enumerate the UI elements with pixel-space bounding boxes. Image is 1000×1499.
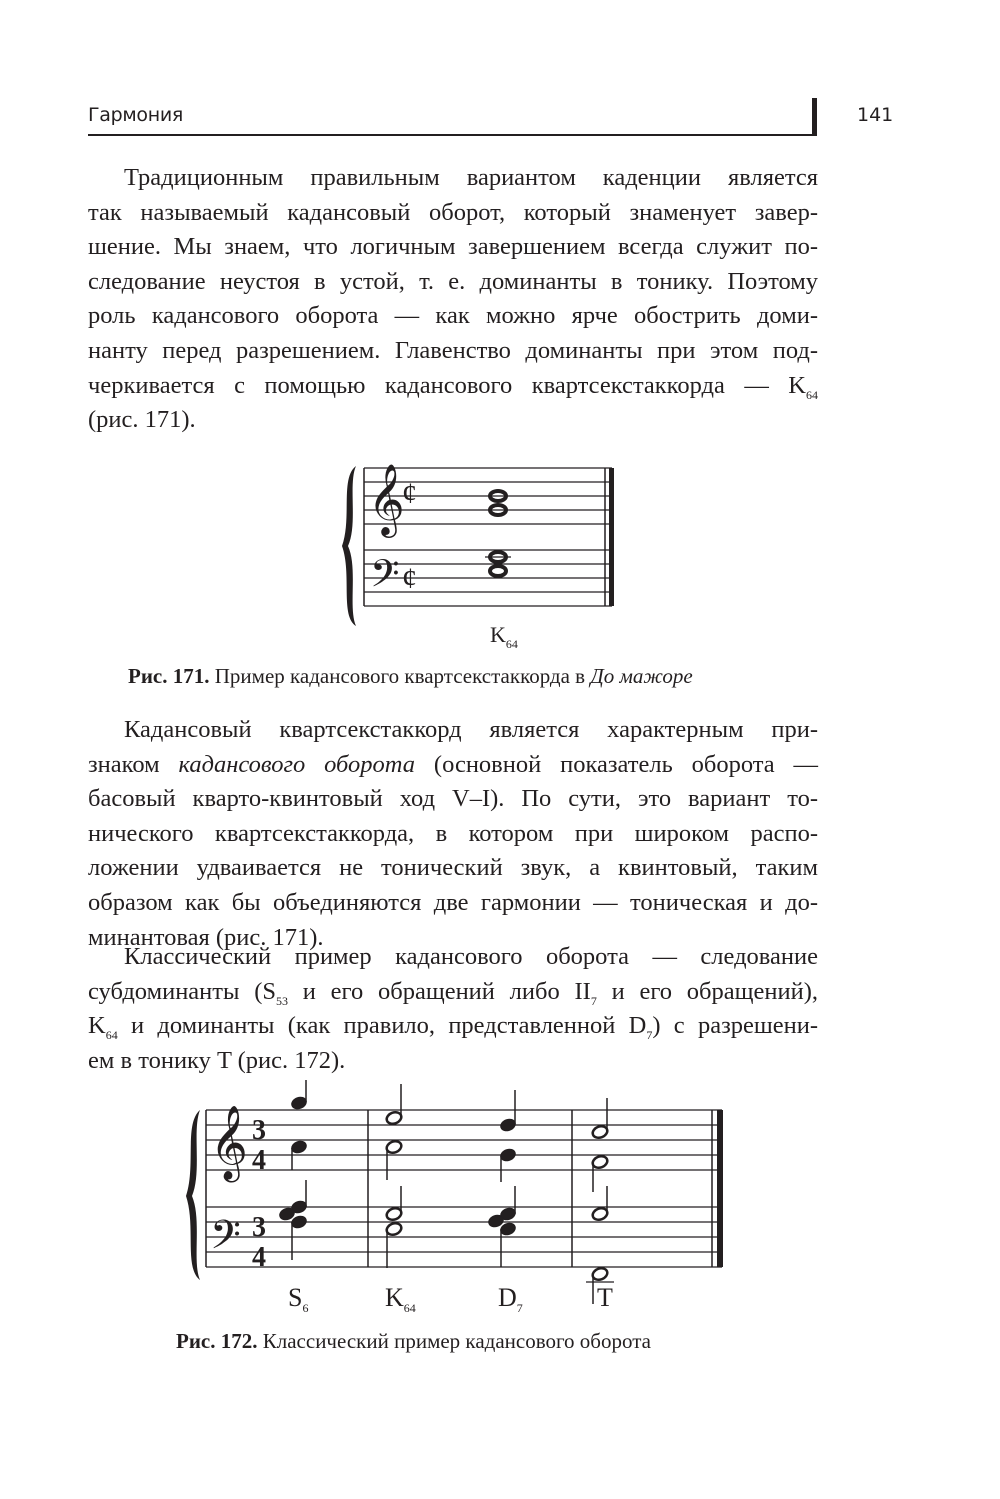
time-signature-bottom: 4 (252, 1145, 266, 1176)
chord-symbol: D (498, 1283, 517, 1312)
text-line: Кадансовый квартсекстаккорд является характерным при- (124, 716, 818, 743)
text-line: роль кадансового оборота — как можно ярче обострить доми- (88, 302, 818, 330)
figure-172-caption (176, 1329, 651, 1354)
paragraph-2 (88, 713, 818, 955)
text-line: шение. Мы знаем, что логичным завершением всегда служит по- (88, 233, 818, 261)
subscript: 7 (590, 993, 597, 1008)
caption-label: Рис. 172. (176, 1329, 258, 1353)
treble-clef-icon: 𝄞 (210, 1107, 248, 1178)
header-title: Гармония (88, 104, 184, 126)
chord-subscript: 7 (516, 1301, 523, 1315)
text-line: нического квартсекстаккорда, в котором при широком распо- (88, 819, 818, 847)
text-segment: субдоминанты (S (88, 977, 277, 1005)
whole-notes-treble (490, 491, 506, 515)
cut-time-icon: ¢ (402, 477, 417, 510)
caption-text: Классический пример кадансового оборота (257, 1329, 651, 1353)
chord-k64 (385, 1084, 403, 1268)
page-number: 141 (857, 104, 894, 126)
chord-label-s6 (288, 1283, 308, 1313)
text-line: нанту перед разрешением. Главенство доминанты при этом под- (88, 336, 818, 364)
subscript: 53 (276, 993, 289, 1008)
chord-symbol: T (597, 1283, 613, 1312)
italic-term: кадансового оборота (178, 750, 416, 778)
caption-label: Рис. 171. (128, 664, 210, 688)
text-line: минантовая (рис. 171). (88, 923, 324, 951)
text-segment: и доминанты (как правило, представленной D (117, 1012, 647, 1040)
grand-staff-brace (342, 466, 356, 626)
figure-172-score (180, 1080, 740, 1330)
chord-subscript: 6 (302, 1301, 309, 1315)
text-segment: ) с разрешени- (652, 1012, 818, 1040)
time-signature-top: 3 (252, 1212, 266, 1243)
text-line (88, 1009, 818, 1044)
text-segment: K (88, 1012, 106, 1040)
chord-symbol: S (288, 1283, 303, 1312)
chord-symbol: K (385, 1283, 404, 1312)
chord-d7 (487, 1090, 517, 1267)
text-segment: черкивается с помощью кадансового квартсекстаккорда — K (88, 371, 806, 399)
text-line (88, 748, 818, 783)
paragraph-3 (88, 940, 818, 1078)
chord-t (591, 1098, 609, 1304)
paragraph-1 (88, 161, 818, 438)
figure-171-score (330, 458, 630, 658)
time-signature-bottom: 4 (252, 1242, 266, 1273)
text-line: так называемый кадансовый оборот, который знаменует завер- (88, 198, 818, 226)
chord-label-t (597, 1283, 613, 1313)
text-line: Классический пример кадансового оборота — следование (124, 943, 818, 970)
subscript: 64 (806, 387, 818, 402)
chord-label-k64 (385, 1283, 416, 1313)
text-line: (рис. 171). (88, 406, 196, 434)
text-line: следование неустоя в устой, т. е. доминанты в тонику. Поэтому (88, 267, 818, 295)
cut-time-icon: ¢ (402, 562, 417, 595)
bass-clef-icon: 𝄢 (370, 553, 400, 604)
text-segment: и его обращений либо II (288, 977, 591, 1005)
text-line: Традиционным правильным вариантом каденции является (124, 164, 818, 191)
figure-171-caption (128, 664, 693, 689)
header-vertical-rule (812, 98, 817, 136)
text-line (88, 975, 818, 1010)
subscript: 7 (646, 1028, 653, 1043)
treble-staff (206, 1110, 722, 1170)
caption-italic: До мажоре (590, 664, 693, 688)
chord-symbol: K (490, 622, 506, 647)
caption-text: Пример кадансового квартсекстаккорда в (209, 664, 591, 688)
chord-subscript: 64 (403, 1301, 416, 1315)
running-header (88, 98, 816, 136)
chord-label-d7 (498, 1283, 523, 1313)
text-line: образом как бы объединяются две гармонии — тоническая и до- (88, 888, 818, 916)
text-line-with-k64 (88, 369, 818, 404)
text-segment: (основной показатель оборота — (415, 750, 819, 778)
grand-staff-brace (186, 1110, 200, 1280)
text-segment: и его обращений), (596, 977, 818, 1005)
bass-clef-icon: 𝄢 (210, 1214, 241, 1267)
treble-clef-icon: 𝄞 (368, 466, 405, 534)
final-barline-thick (717, 1110, 723, 1267)
figure-171-chord-label (490, 622, 518, 651)
final-barline-thick (609, 468, 614, 606)
time-signature-top: 3 (252, 1115, 266, 1146)
subscript: 64 (105, 1028, 118, 1043)
text-segment: знаком (88, 750, 179, 778)
text-line: ем в тонику T (рис. 172). (88, 1046, 346, 1074)
chord-subscript: 64 (505, 637, 518, 651)
text-line: ложении удваивается не тонический звук, а квинтовый, таким (88, 854, 818, 882)
text-line: басовый кварто-квинтовый ход V–I). По сути, это вариант то- (88, 785, 818, 813)
